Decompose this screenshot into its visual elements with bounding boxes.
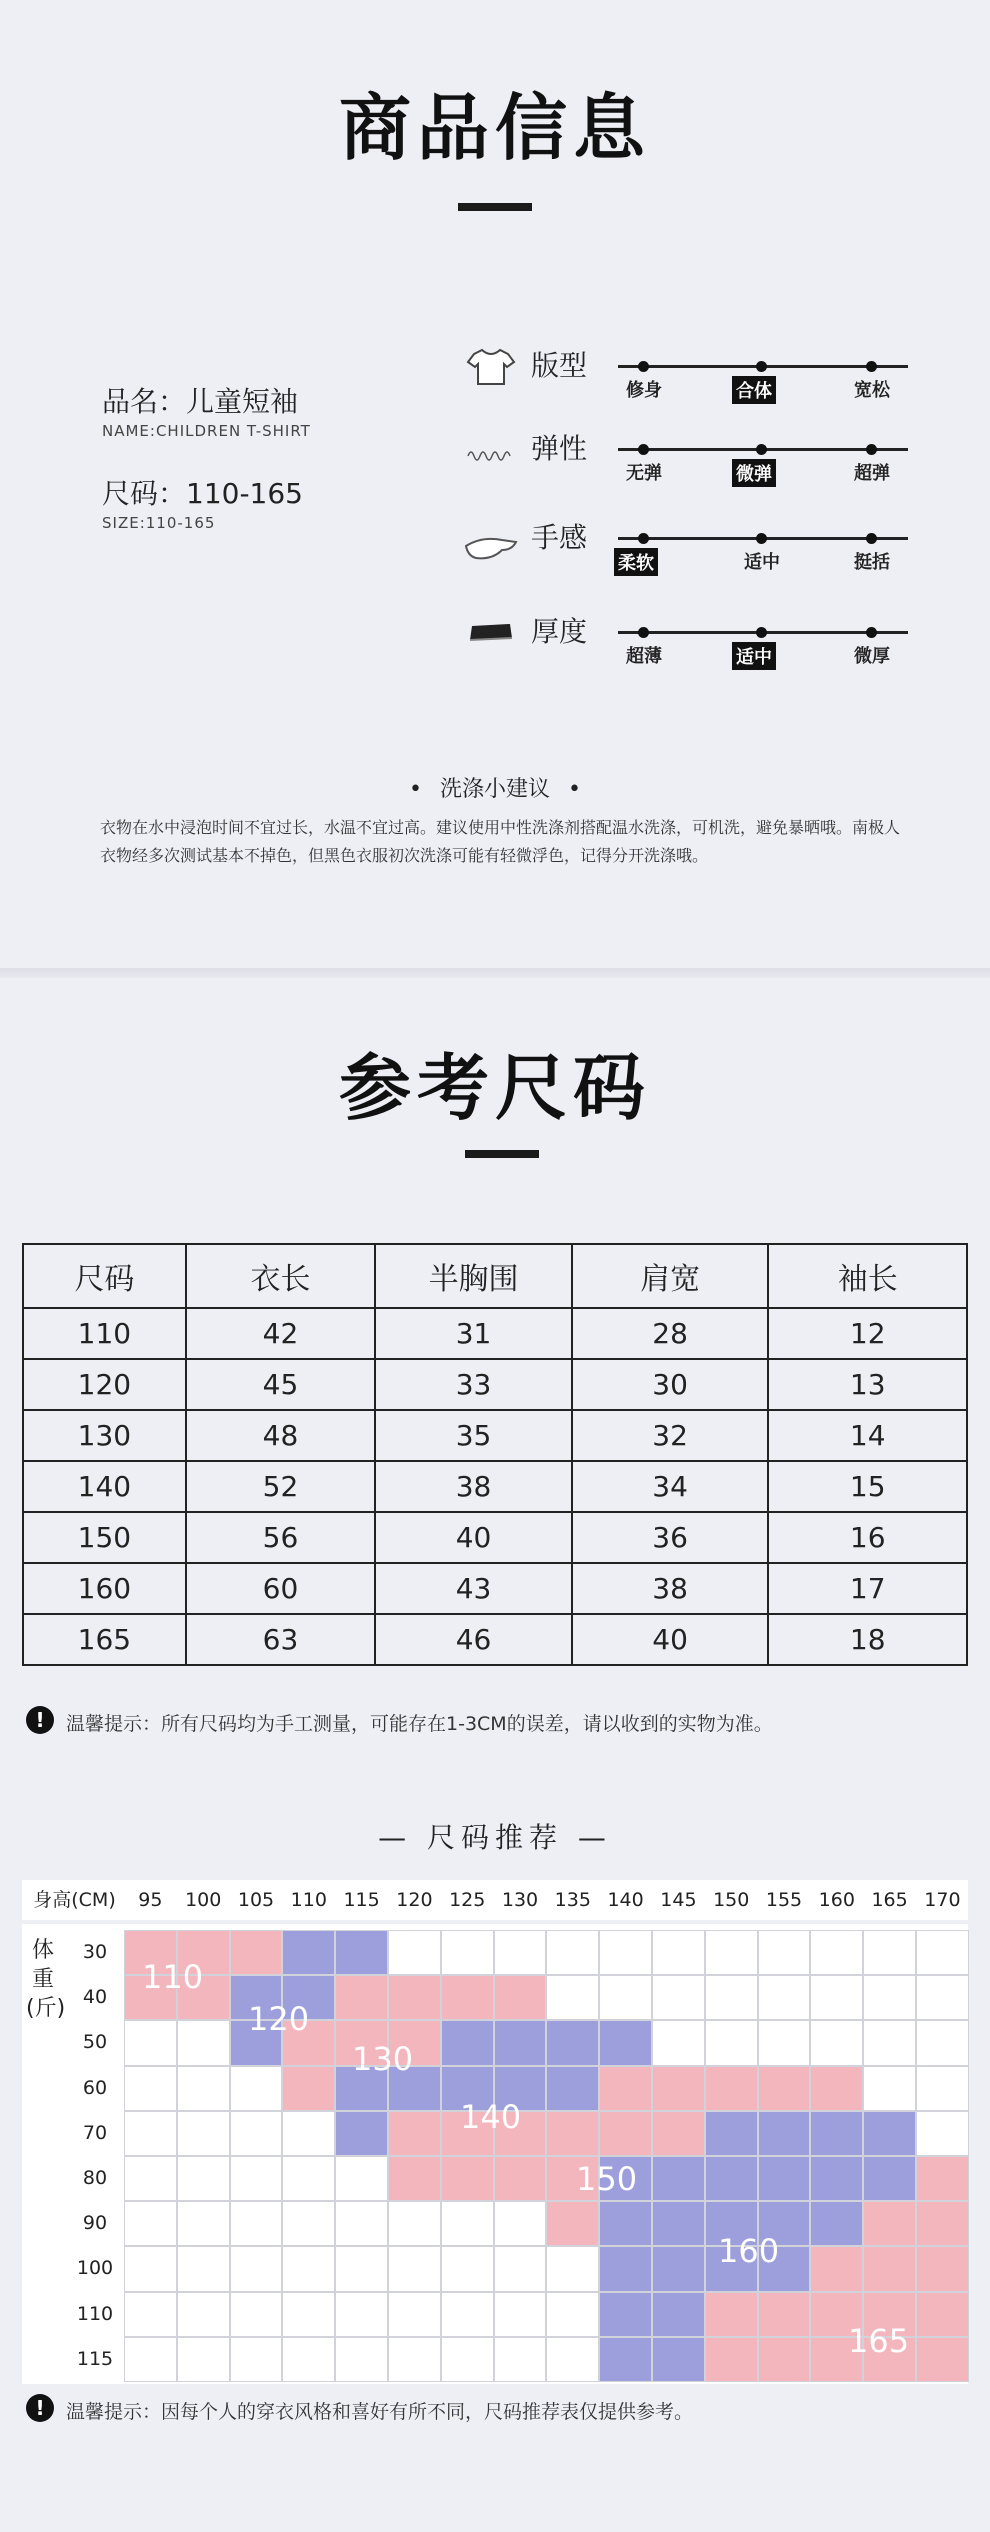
grid-cell — [230, 2156, 283, 2201]
grid-cell — [705, 1975, 758, 2020]
grid-cell — [282, 2292, 335, 2337]
grid-cell — [335, 2337, 388, 2382]
table-cell: 36 — [572, 1512, 769, 1563]
grid-cell — [758, 1975, 811, 2020]
product-size-en: SIZE:110-165 — [102, 514, 216, 532]
scale-option: 超弹 — [854, 463, 890, 484]
grid-cell — [916, 2111, 969, 2156]
grid-cell — [705, 2292, 758, 2337]
table-cell: 43 — [375, 1563, 572, 1614]
grid-cell — [916, 2020, 969, 2065]
height-tick: 110 — [290, 1889, 327, 1911]
weight-tick: 50 — [82, 2031, 108, 2054]
attribute-row-feel — [0, 512, 990, 582]
grid-cell — [494, 2201, 547, 2246]
weight-tick: 100 — [76, 2257, 114, 2280]
grid-cell — [441, 2337, 494, 2382]
table-row — [23, 1359, 967, 1410]
grid-cell — [863, 2066, 916, 2111]
grid-cell — [758, 2337, 811, 2382]
grid-cell — [916, 2066, 969, 2111]
table-cell: 150 — [23, 1512, 186, 1563]
grid-cell — [441, 1975, 494, 2020]
grid-cell — [230, 2246, 283, 2291]
grid-cell — [230, 2201, 283, 2246]
grid-cell — [441, 2201, 494, 2246]
grid-cell — [758, 1930, 811, 1975]
grid-cell — [282, 2156, 335, 2201]
table-cell: 52 — [186, 1461, 376, 1512]
scale-option: 合体 — [732, 376, 776, 404]
grid-cell — [388, 2201, 441, 2246]
height-tick: 95 — [138, 1889, 163, 1911]
grid-cell — [230, 1930, 283, 1975]
height-tick: 170 — [924, 1889, 961, 1911]
product-name: 品名：儿童短袖 — [102, 385, 299, 418]
grid-cell — [546, 2066, 599, 2111]
grid-cell — [863, 1930, 916, 1975]
zone-label: 140 — [460, 2098, 522, 2136]
table-cell: 48 — [186, 1410, 376, 1461]
grid-cell — [335, 2292, 388, 2337]
table-cell: 13 — [768, 1359, 967, 1410]
scale-dot — [638, 444, 649, 455]
table-cell: 28 — [572, 1308, 769, 1359]
grid-cell — [705, 2111, 758, 2156]
grid-cell — [388, 1930, 441, 1975]
grid-cell — [335, 1930, 388, 1975]
grid-cell — [599, 1930, 652, 1975]
height-tick: 115 — [343, 1889, 380, 1911]
grid-cell — [388, 2292, 441, 2337]
height-tick: 150 — [713, 1889, 750, 1911]
table-cell: 110 — [23, 1308, 186, 1359]
table-cell: 15 — [768, 1461, 967, 1512]
attribute-row-elasticity — [0, 423, 990, 493]
table-header-cell: 衣长 — [186, 1244, 376, 1308]
grid-cell — [652, 2111, 705, 2156]
scale-dot — [638, 361, 649, 372]
attribute-label: 弹性 — [531, 432, 588, 465]
grid-cell — [177, 2246, 230, 2291]
weight-tick: 90 — [82, 2212, 108, 2235]
grid-cell — [758, 2292, 811, 2337]
grid-cell — [652, 2020, 705, 2065]
grid-cell — [916, 2156, 969, 2201]
table-cell: 165 — [23, 1614, 186, 1665]
table-cell: 31 — [375, 1308, 572, 1359]
attribute-label: 手感 — [531, 521, 588, 554]
grid-cell — [546, 2292, 599, 2337]
grid-cell — [705, 2020, 758, 2065]
grid-cell — [494, 1930, 547, 1975]
info-title-underline — [458, 203, 532, 211]
info-title: 商品信息 — [338, 86, 651, 170]
size-title: 参考尺码 — [338, 1046, 651, 1130]
scale-dot — [866, 627, 877, 638]
scale-option: 适中 — [744, 552, 780, 573]
grid-cell — [335, 2111, 388, 2156]
grid-cell — [124, 2111, 177, 2156]
grid-cell — [599, 2201, 652, 2246]
grid-cell — [810, 2066, 863, 2111]
table-cell: 130 — [23, 1410, 186, 1461]
scale-option: 超薄 — [626, 646, 662, 667]
table-cell: 14 — [768, 1410, 967, 1461]
wash-advice-text: 衣物在水中浸泡时间不宜过长，水温不宜过高。建议使用中性洗涤剂搭配温水洗涤，可机洗，避免暴晒哦。南极人衣物经多次测试基本不掉色，但黑色衣服初次洗涤可能有轻微浮色，记得分开洗涤哦。 — [100, 818, 901, 865]
product-size: 尺码：110-165 — [102, 477, 303, 510]
grid-cell — [758, 2020, 811, 2065]
grid-cell — [230, 2111, 283, 2156]
table-cell: 60 — [186, 1563, 376, 1614]
grid-cell — [863, 2246, 916, 2291]
table-cell: 160 — [23, 1563, 186, 1614]
height-tick: 140 — [607, 1889, 644, 1911]
grid-cell — [335, 2201, 388, 2246]
grid-cell — [282, 1930, 335, 1975]
scale-dot — [866, 444, 877, 455]
table-cell: 32 — [572, 1410, 769, 1461]
height-tick: 130 — [501, 1889, 539, 1911]
warning-icon: ! — [26, 1706, 54, 1734]
grid-cell — [494, 1975, 547, 2020]
recommend-title: — 尺码推荐 — — [378, 1821, 612, 1854]
grid-cell — [652, 2201, 705, 2246]
weight-tick: 80 — [82, 2167, 108, 2189]
zone-label: 130 — [352, 2040, 414, 2078]
table-cell: 38 — [375, 1461, 572, 1512]
grid-cell — [441, 2020, 494, 2065]
table-row — [23, 1614, 967, 1665]
height-tick: 125 — [449, 1889, 486, 1911]
grid-cell — [494, 2156, 547, 2201]
height-tick: 145 — [660, 1889, 697, 1911]
grid-cell — [916, 2201, 969, 2246]
grid-cell — [916, 2246, 969, 2291]
grid-cell — [177, 2337, 230, 2382]
grid-cell — [177, 2156, 230, 2201]
grid-cell — [863, 1975, 916, 2020]
grid-cell — [916, 1975, 969, 2020]
grid-cell — [388, 2246, 441, 2291]
product-name-en: NAME:CHILDREN T-SHIRT — [102, 422, 311, 440]
grid-cell — [546, 1930, 599, 1975]
grid-cell — [335, 2246, 388, 2291]
grid-cell — [758, 2111, 811, 2156]
grid-cell — [758, 2156, 811, 2201]
table-row — [23, 1410, 967, 1461]
grid-cell — [863, 2201, 916, 2246]
grid-cell — [863, 2156, 916, 2201]
grid-cell — [652, 2156, 705, 2201]
attribute-label: 厚度 — [531, 615, 588, 648]
grid-cell — [705, 2337, 758, 2382]
attribute-row-fit — [0, 340, 990, 410]
height-tick: 120 — [396, 1889, 433, 1911]
grid-cell — [863, 2020, 916, 2065]
section-divider — [0, 968, 990, 978]
grid-cell — [810, 2111, 863, 2156]
grid-cell — [441, 2292, 494, 2337]
scale-dot — [866, 361, 877, 372]
height-tick: 165 — [871, 1889, 908, 1911]
table-header-row — [23, 1244, 967, 1308]
grid-cell — [810, 2201, 863, 2246]
zone-label: 120 — [248, 2000, 310, 2038]
grid-cell — [124, 2246, 177, 2291]
table-cell: 63 — [186, 1614, 376, 1665]
grid-cell — [388, 1975, 441, 2020]
table-row — [23, 1461, 967, 1512]
grid-cell — [177, 2292, 230, 2337]
height-tick: 135 — [554, 1889, 591, 1911]
grid-cell — [652, 2246, 705, 2291]
grid-cell — [282, 2201, 335, 2246]
grid-cell — [230, 2337, 283, 2382]
scale-dot — [866, 533, 877, 544]
grid-cell — [282, 2111, 335, 2156]
grid-cell — [441, 2156, 494, 2201]
grid-cell — [124, 2292, 177, 2337]
grid-cell — [599, 2337, 652, 2382]
grid-cell — [177, 2111, 230, 2156]
grid-cell — [441, 2246, 494, 2291]
grid-cell — [177, 2201, 230, 2246]
grid-cell — [388, 2111, 441, 2156]
grid-cell — [758, 2066, 811, 2111]
grid-cell — [546, 2201, 599, 2246]
grid-cell — [124, 2066, 177, 2111]
height-axis-label: 身高(CM) — [33, 1889, 116, 1911]
grid-cell — [652, 1930, 705, 1975]
zone-label: 110 — [142, 1958, 204, 1996]
table-row — [23, 1563, 967, 1614]
table-cell: 30 — [572, 1359, 769, 1410]
size-title-underline — [465, 1150, 539, 1158]
scale-dot — [638, 627, 649, 638]
weight-axis-label: 体 重 (斤) — [26, 1938, 66, 2021]
weight-tick: 110 — [76, 2302, 114, 2325]
scale-option: 修身 — [626, 380, 662, 401]
table-cell: 40 — [572, 1614, 769, 1665]
grid-cell — [494, 2020, 547, 2065]
table-cell: 12 — [768, 1308, 967, 1359]
scale-option: 微弹 — [732, 459, 776, 487]
grid-cell — [599, 2020, 652, 2065]
scale-option: 无弹 — [626, 463, 662, 484]
table-header-cell: 尺码 — [23, 1244, 186, 1308]
table-cell: 33 — [375, 1359, 572, 1410]
table-header-cell: 半胸围 — [375, 1244, 572, 1308]
grid-cell — [124, 2201, 177, 2246]
scale-dot — [756, 444, 767, 455]
grid-cell — [599, 2111, 652, 2156]
grid-cell — [652, 2292, 705, 2337]
grid-cell — [916, 2337, 969, 2382]
weight-tick: 115 — [76, 2347, 114, 2370]
grid-cell — [599, 2246, 652, 2291]
height-tick: 155 — [765, 1889, 803, 1911]
table-cell: 140 — [23, 1461, 186, 1512]
table-cell: 40 — [375, 1512, 572, 1563]
grid-cell — [705, 2066, 758, 2111]
grid-cell — [599, 1975, 652, 2020]
grid-cell — [546, 2337, 599, 2382]
zone-label: 160 — [718, 2232, 780, 2270]
table-cell: 56 — [186, 1512, 376, 1563]
scale-option: 适中 — [732, 642, 776, 670]
grid-cell — [599, 2066, 652, 2111]
table-cell: 18 — [768, 1614, 967, 1665]
table-cell: 42 — [186, 1308, 376, 1359]
zone-label: 150 — [576, 2160, 638, 2198]
size-table — [22, 1243, 968, 1666]
weight-tick: 60 — [82, 2076, 108, 2099]
attribute-label: 版型 — [531, 349, 588, 382]
grid-cell — [177, 2066, 230, 2111]
scale-dot — [756, 361, 767, 372]
grid-cell — [335, 1975, 388, 2020]
table-cell: 35 — [375, 1410, 572, 1461]
table-cell: 46 — [375, 1614, 572, 1665]
scale-dot — [756, 533, 767, 544]
height-tick: 105 — [237, 1889, 275, 1911]
grid-cell — [124, 2337, 177, 2382]
grid-cell — [863, 2111, 916, 2156]
scale-option: 挺括 — [854, 552, 890, 573]
zone-label: 165 — [848, 2322, 910, 2360]
table-row — [23, 1512, 967, 1563]
grid-cell — [810, 2020, 863, 2065]
table-header-cell: 肩宽 — [572, 1244, 769, 1308]
table-cell: 45 — [186, 1359, 376, 1410]
table-header-cell: 袖长 — [768, 1244, 967, 1308]
attribute-row-thickness — [0, 606, 990, 676]
grid-cell — [810, 1975, 863, 2020]
grid-cell — [282, 2066, 335, 2111]
grid-cell — [230, 2292, 283, 2337]
grid-cell — [441, 1930, 494, 1975]
grid-cell — [494, 2246, 547, 2291]
grid-cell — [652, 2337, 705, 2382]
table-row — [23, 1308, 967, 1359]
grid-cell — [546, 2246, 599, 2291]
wash-title: • 洗涤小建议 • — [409, 777, 581, 802]
grid-cell — [335, 2156, 388, 2201]
grid-cell — [916, 2292, 969, 2337]
grid-cell — [810, 1930, 863, 1975]
recommend-tip: 温馨提示：因每个人的穿衣风格和喜好有所不同，尺码推荐表仅提供参考。 — [66, 2401, 694, 2423]
grid-cell — [705, 1930, 758, 1975]
grid-cell — [230, 2066, 283, 2111]
weight-tick: 70 — [82, 2121, 108, 2144]
grid-cell — [810, 2246, 863, 2291]
grid-cell — [124, 2020, 177, 2065]
table-cell: 17 — [768, 1563, 967, 1614]
grid-cell — [599, 2292, 652, 2337]
size-tip: 温馨提示：所有尺码均为手工测量，可能存在1-3CM的误差，请以收到的实物为准。 — [66, 1713, 773, 1735]
scale-option: 宽松 — [854, 380, 890, 401]
height-tick: 100 — [185, 1889, 222, 1911]
table-cell: 34 — [572, 1461, 769, 1512]
height-tick: 160 — [818, 1889, 855, 1911]
scale-dot — [638, 533, 649, 544]
grid-cell — [282, 2337, 335, 2382]
grid-cell — [494, 2337, 547, 2382]
grid-cell — [652, 2066, 705, 2111]
grid-cell — [546, 2111, 599, 2156]
grid-cell — [705, 2156, 758, 2201]
table-cell: 38 — [572, 1563, 769, 1614]
grid-cell — [810, 2156, 863, 2201]
grid-cell — [124, 2156, 177, 2201]
scale-dot — [756, 627, 767, 638]
grid-cell — [652, 1975, 705, 2020]
weight-tick: 30 — [82, 1941, 108, 1963]
grid-cell — [282, 2246, 335, 2291]
grid-cell — [177, 2020, 230, 2065]
scale-option: 微厚 — [854, 646, 890, 667]
grid-cell — [546, 2020, 599, 2065]
grid-cell — [388, 2156, 441, 2201]
grid-cell — [546, 1975, 599, 2020]
weight-tick: 40 — [82, 1986, 108, 2009]
grid-cell — [388, 2337, 441, 2382]
grid-cell — [494, 2292, 547, 2337]
warning-icon: ! — [26, 2394, 54, 2422]
table-cell: 120 — [23, 1359, 186, 1410]
grid-cell — [916, 1930, 969, 1975]
scale-option: 柔软 — [614, 548, 658, 576]
table-cell: 16 — [768, 1512, 967, 1563]
